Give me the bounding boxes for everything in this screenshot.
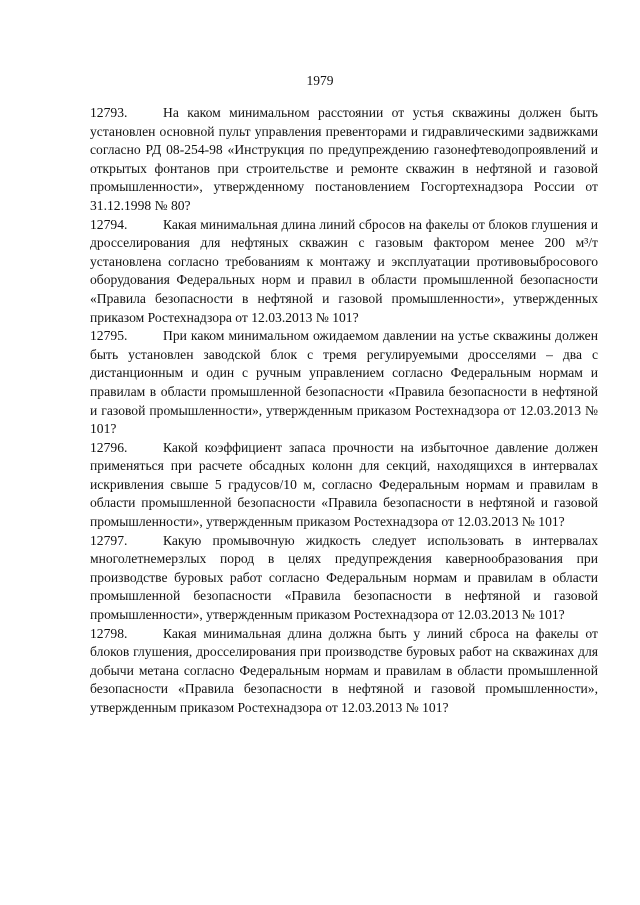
question-text: Какую промывочную жидкость следует использовать в интервалах многолетнемерзлых пород в целях предупреждения кавернообразования при производстве буровых работ согласно Федеральным нормам и правилам в области промышленной безопасности «Правила безопасности в нефтяной и газовой промышленности», утвержденным приказом Ростехнадзора от 12.03.2013 № 101? — [90, 532, 598, 623]
question-text: Какая минимальная длина линий сбросов на факелы от блоков глушения и дросселирования для нефтяных скважин с газовым фактором менее 200 м³/т установлена согласно требованиям к монтажу и эксплуатации противовыбросового оборудования Федеральных норм и правил в области промышленной безопасности «Правила безопасности в нефтяной и газовой промышленности», утвержденных приказом Ростехнадзора от 12.03.2013 № 101? — [90, 216, 598, 325]
question-number: 12797. — [90, 532, 128, 548]
question-list — [90, 104, 598, 718]
question-text: Какой коэффициент запаса прочности на избыточное давление должен применяться при расчете обсадных колонн для секций, находящихся в интервалах искривления свыше 5 градусов/10 м, согласно Федеральным нормам и правилам в области промышленной безопасности «Правила безопасности в нефтяной и газовой промышленности», утвержденным приказом Ростехнадзора от 12.03.2013 № 101? — [90, 439, 598, 530]
page-number: 1979 — [306, 73, 334, 88]
question-text: При каком минимальном ожидаемом давлении на устье скважины должен быть установлен заводской блок с тремя регулируемыми дросселями – два с дистанционным и один с ручным управлением согласно Федеральным нормам и правилам в области промышленной безопасности «Правила безопасности в нефтяной и газовой промышленности», утвержденным приказом Ростехнадзора от 12.03.2013 № 101? — [90, 328, 598, 437]
question-item — [90, 625, 598, 718]
question-item — [90, 104, 598, 216]
question-number: 12793. — [90, 105, 128, 120]
question-item — [90, 439, 598, 532]
question-text: На каком минимальном расстоянии от устья скважины должен быть установлен основной пульт управления превенторами и гидравлическими задвижками согласно РД 08-254-98 «Инструкция по предупреждению газонефтеводопроявлений и открытых фонтанов при строительстве и ремонте скважин в нефтяной и газовой промышленности», утвержденному постановлением Госгортехнадзора России от 31.12.1998 № 80? — [90, 105, 598, 213]
question-number: 12798. — [90, 625, 128, 641]
question-item — [90, 327, 598, 439]
question-number: 12796. — [90, 439, 128, 455]
question-item — [90, 532, 598, 625]
question-text: Какая минимальная длина должна быть у линий сброса на факелы от блоков глушения, дросселирования при производстве буровых работ на скважинах для добычи метана согласно Федеральным нормам и правилам в области промышленной безопасности «Правила безопасности в нефтяной и газовой промышленности», утвержденным приказом Ростехнадзора от 12.03.2013 № 101? — [90, 625, 598, 715]
question-item — [90, 216, 598, 328]
question-number: 12794. — [90, 216, 128, 232]
question-number: 12795. — [90, 328, 128, 344]
